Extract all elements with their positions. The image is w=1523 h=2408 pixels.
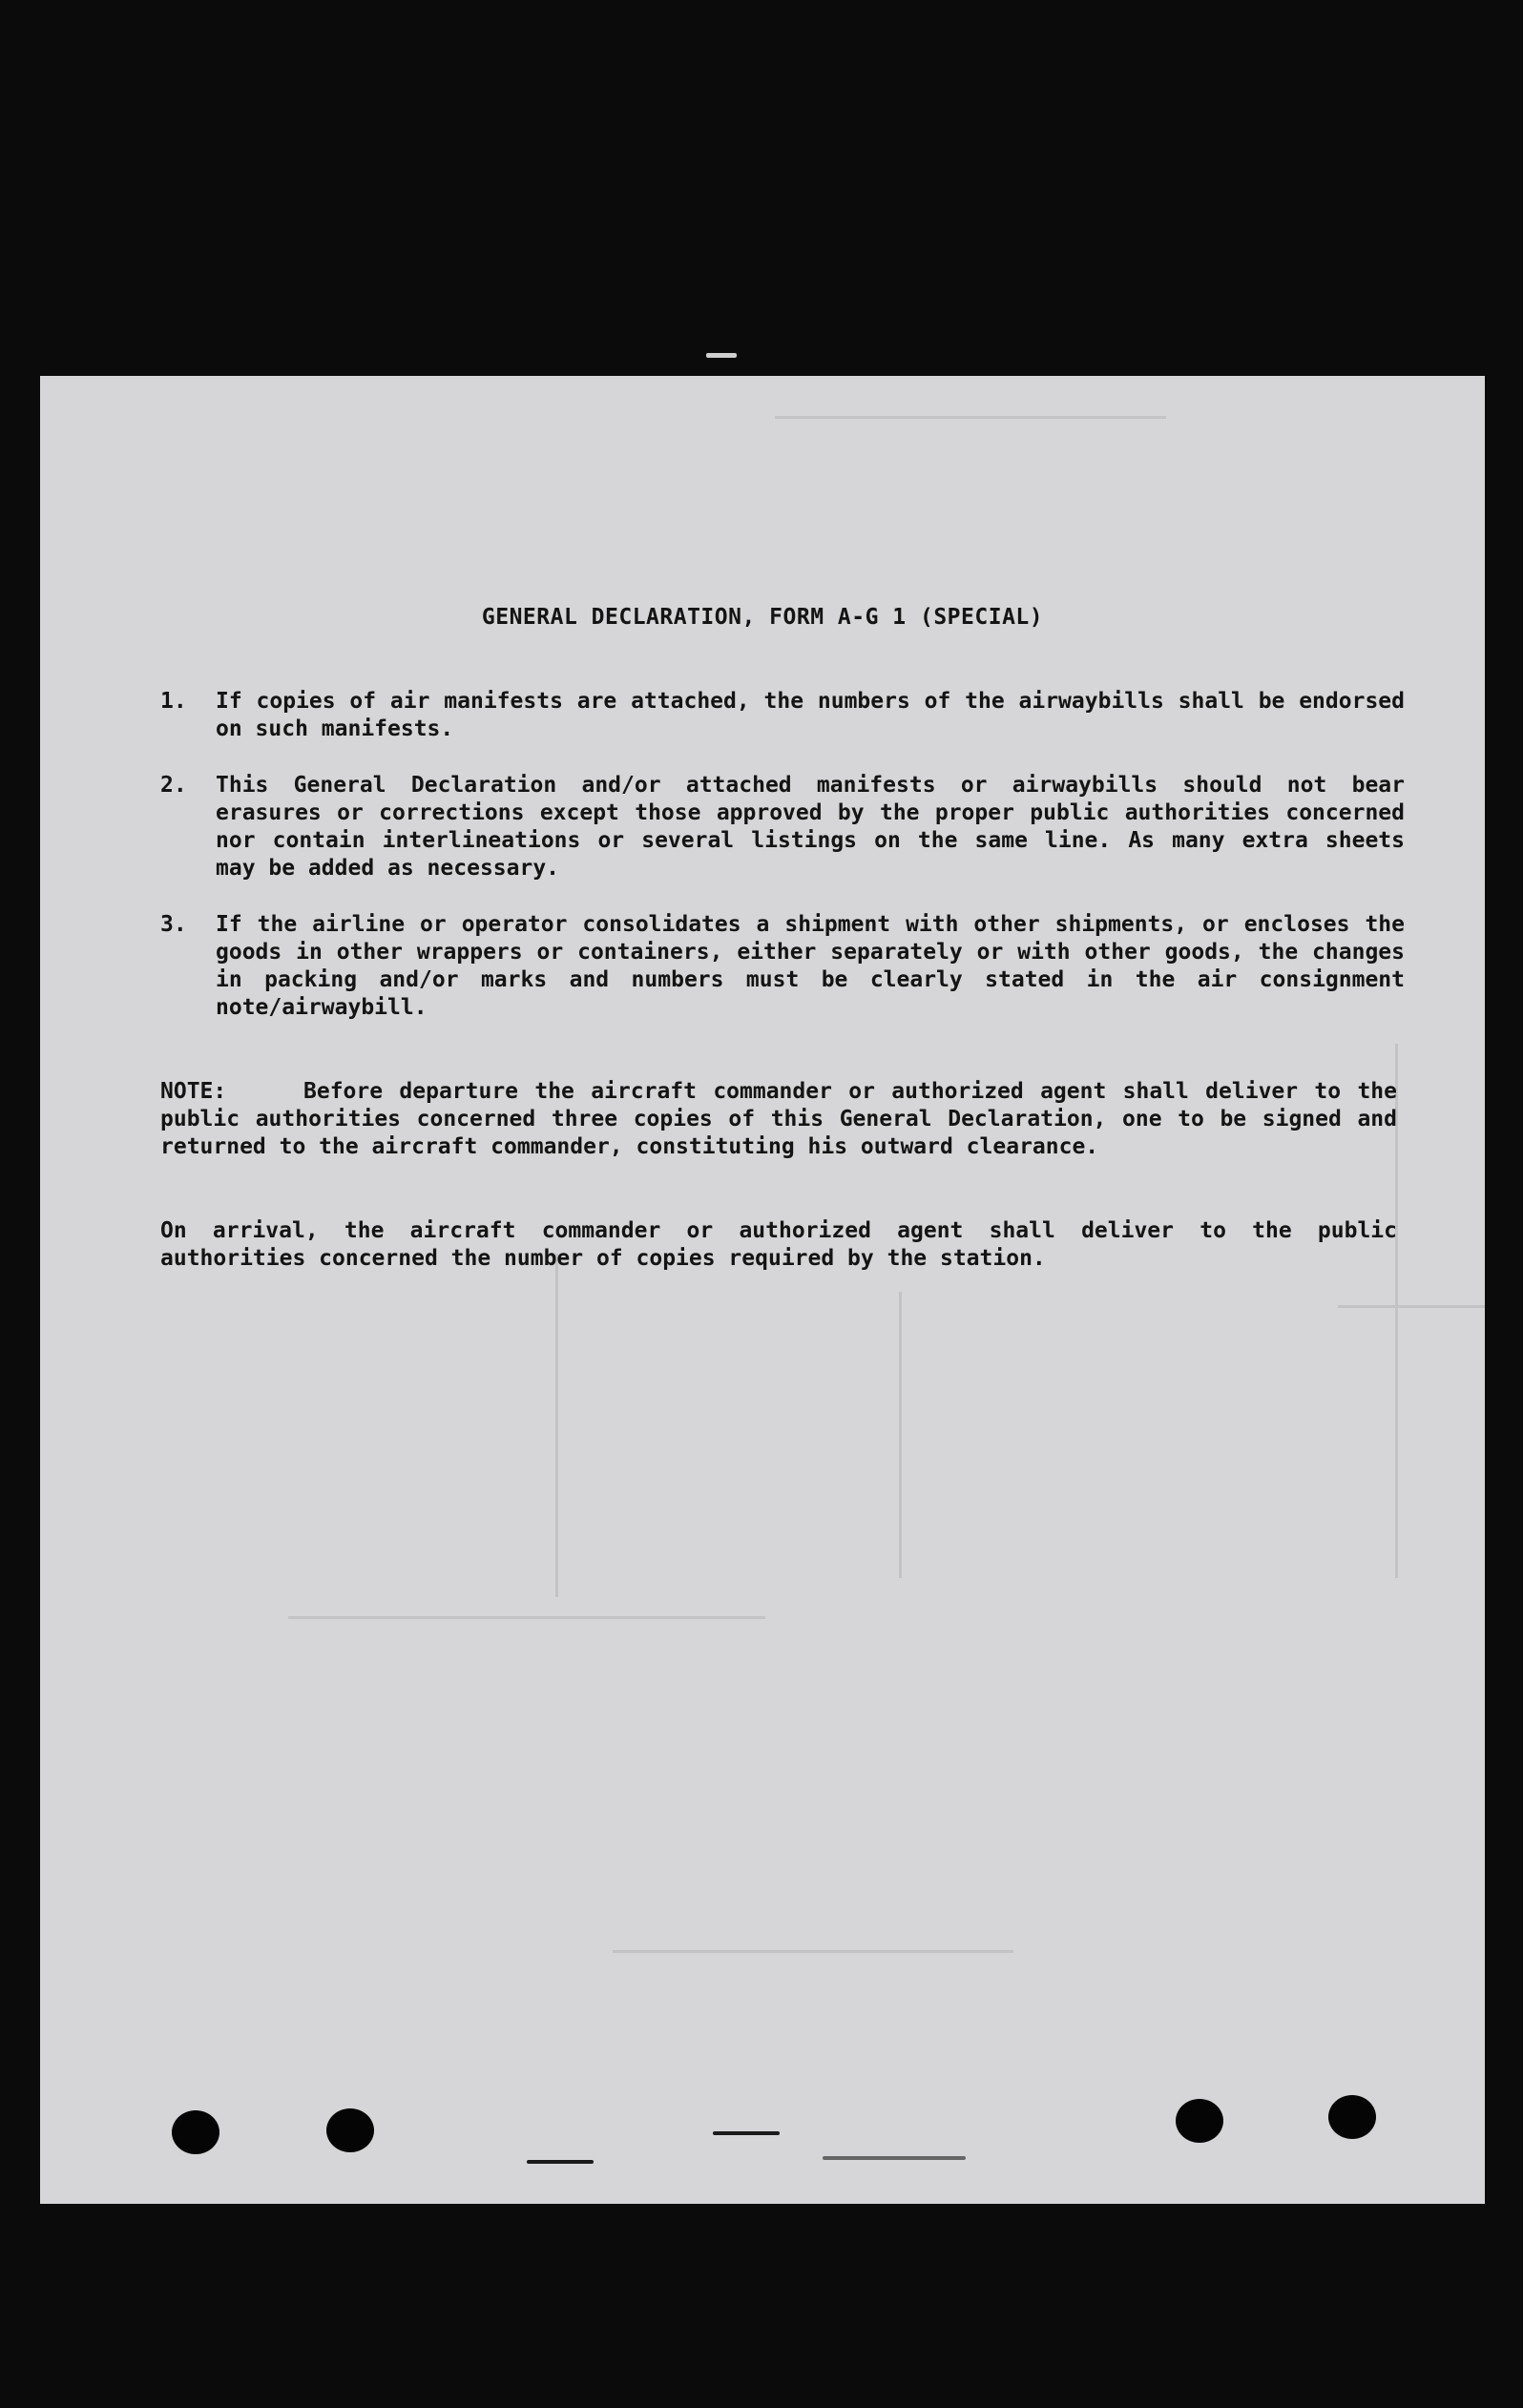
- item-text: If the airline or operator consolidates a shipment with other shipments, or encloses the goods in other wrappers or containers, either separately or with other goods, the changes in packing and/or marks and numbers must be clearly stated in the air consignment note/airwaybill.: [216, 912, 1405, 1020]
- item-number: 2.: [160, 773, 187, 798]
- item-number: 1.: [160, 689, 187, 714]
- note-text: Before departure the aircraft commander or authorized agent shall deliver to the public authorities concerned three copies of this General Declaration, one to be signed and returned to the aircraft commander, constituting his outward clearance.: [160, 1079, 1397, 1159]
- bleed-through-line: [775, 416, 1166, 419]
- bleed-through-line: [1338, 1305, 1485, 1308]
- smudge-mark: [713, 2131, 780, 2135]
- bleed-through-line: [613, 1950, 1013, 1953]
- scan-edge-mark: [706, 353, 737, 358]
- item-number: 3.: [160, 912, 187, 937]
- arrival-paragraph: On arrival, the aircraft commander or authorized agent shall deliver to the public authorities concerned the number of copies required by the station.: [160, 1218, 1397, 1271]
- page-title: GENERAL DECLARATION, FORM A-G 1 (SPECIAL): [481, 605, 1044, 630]
- note-paragraph: [160, 1078, 1397, 1161]
- instruction-item-1: [160, 688, 1405, 743]
- document-page: [40, 376, 1485, 2204]
- bleed-through-line: [899, 1292, 902, 1578]
- punch-hole: [172, 2110, 219, 2154]
- bleed-through-line: [555, 1254, 558, 1597]
- punch-hole: [1176, 2099, 1223, 2143]
- punch-hole: [326, 2108, 374, 2152]
- punch-hole: [1328, 2095, 1376, 2139]
- bleed-through-line: [288, 1616, 765, 1619]
- instruction-item-2: [160, 772, 1405, 882]
- item-text: This General Declaration and/or attached manifests or airwaybills should not bear erasures or corrections except those approved by the proper public authorities concerned nor contain interlineations or several listings on the same line. As many extra sheets may be added as necessary.: [216, 773, 1405, 881]
- item-text: If copies of air manifests are attached, the numbers of the airwaybills shall be endorsed on such manifests.: [216, 689, 1405, 741]
- smudge-mark: [823, 2156, 966, 2160]
- instruction-item-3: [160, 911, 1405, 1022]
- smudge-mark: [527, 2160, 594, 2164]
- note-label: NOTE:: [160, 1079, 227, 1104]
